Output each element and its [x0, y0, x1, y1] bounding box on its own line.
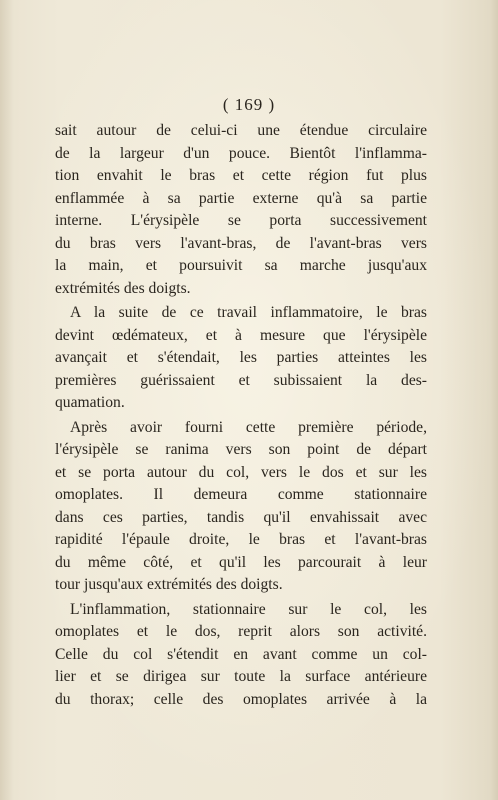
text-line: l'érysipèle se ranima vers son point de départ: [55, 441, 427, 458]
text-line: A la suite de ce travail inflammatoire, le bras: [70, 304, 427, 321]
text-line: premières guérissaient et subissaient la des-: [55, 371, 427, 389]
text-line: la main, et poursuivit sa marche jusqu'aux: [55, 257, 427, 274]
text-line: du thorax; celle des omoplates arrivée à la: [55, 690, 427, 708]
text-line: tion envahit le bras et cette région fut plus: [55, 167, 427, 184]
text-line: enflammée à sa partie externe qu'à sa partie: [55, 189, 427, 207]
text-line: du même côté, et qu'il les parcourait à leur: [55, 553, 427, 571]
text-line: Après avoir fourni cette première période,: [70, 418, 427, 436]
text-line: lier et se dirigea sur toute la surface antérieure: [55, 668, 427, 685]
text-line: tour jusqu'aux extrémités des doigts.: [55, 576, 283, 593]
text-line: quamation.: [55, 394, 125, 411]
paragraph-2: [55, 302, 427, 415]
text-line: avançait et s'étendait, les parties atteintes les: [55, 349, 427, 366]
text-line: omoplates. Il demeura comme stationnaire: [55, 486, 427, 503]
text-line: dans ces parties, tandis qu'il envahissait avec: [55, 508, 427, 526]
text-line: extrémités des doigts.: [55, 279, 191, 297]
text-line: omoplates et le dos, reprit alors son activité.: [55, 623, 427, 640]
paragraph-4: [55, 599, 427, 712]
text-line: de la largeur d'un pouce. Bientôt l'inflamma-: [55, 144, 427, 162]
text-line: sait autour de celui-ci une étendue circulaire: [55, 122, 427, 139]
paragraph-3: [55, 417, 427, 597]
page-number: ( 169 ): [222, 95, 276, 114]
text-line: rapidité l'épaule droite, le bras et l'avant-bras: [55, 531, 427, 548]
text-line: interne. L'érysipèle se porta successivement: [55, 212, 427, 229]
text-line: et se porta autour du col, vers le dos et sur les: [55, 463, 427, 481]
text-line: devint œdémateux, et à mesure que l'érysipèle: [55, 326, 427, 344]
text-line: Celle du col s'étendit en avant comme un col-: [55, 645, 427, 663]
text-line: L'inflammation, stationnaire sur le col, les: [70, 600, 427, 618]
body-text: [55, 120, 427, 711]
text-line: du bras vers l'avant-bras, de l'avant-bras vers: [55, 234, 427, 252]
paragraph-1: [55, 120, 427, 300]
